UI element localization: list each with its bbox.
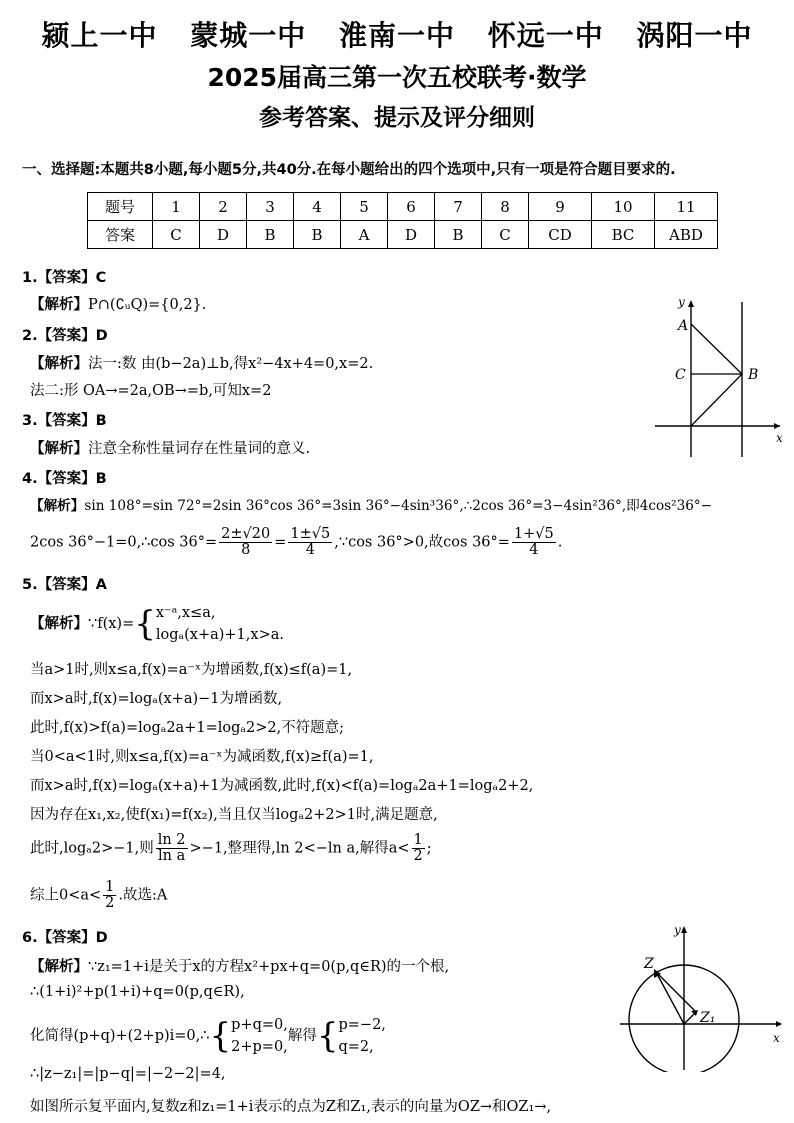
q6-line-3	[30, 1014, 386, 1058]
q4-line-1: sin 108°=sin 72°=2sin 36°cos 36°=3sin 36°−4sin³36°,∴2cos 36°=3−4sin²36°,即4cos²36°−	[84, 498, 713, 514]
fraction	[219, 527, 272, 558]
table-cell: D	[388, 221, 435, 249]
q6-line-2: ∴(1+i)²+p(1+i)+q=0(p,q∈R),	[30, 984, 245, 1000]
q5-text: >−1,整理得,ln 2<−ln a,解得a<	[189, 840, 410, 857]
fig1-point-c: C	[675, 367, 686, 383]
q6-line-5: 如图所示复平面内,复数z和z₁=1+i表示的点为Z和Z₁,表示的向量为OZ→和OZ₁→,	[30, 1099, 552, 1115]
fraction	[512, 527, 556, 558]
table-cell: B	[294, 221, 341, 249]
fraction	[156, 833, 188, 864]
analysis-tag: 【解析】	[30, 297, 88, 313]
analysis-tag: 【解析】	[30, 959, 88, 975]
q1-analysis-text: P∩(∁ᵤQ)={0,2}.	[88, 297, 207, 313]
q5-line: 当0<a<1时,则x≤a,f(x)=a⁻ˣ为减函数,f(x)≥f(a)=1,	[30, 749, 374, 765]
case: q=2,	[338, 1039, 374, 1055]
table-cell: 9	[529, 193, 592, 221]
table-row	[88, 193, 718, 221]
q6-line-4: ∴|z−z₁|=|p−q|=|−2−2|=4,	[30, 1066, 226, 1082]
answer-table	[87, 192, 718, 249]
table-cell: 1	[153, 193, 200, 221]
table-cell: C	[153, 221, 200, 249]
numerator: 1±√5	[290, 526, 331, 542]
q5-line: 因为存在x₁,x₂,使f(x₁)=f(x₂),当且仅当logₐ2+2>1时,满足题意,	[30, 807, 438, 823]
y-axis-arrow	[688, 300, 694, 307]
numerator: 2±√20	[221, 526, 271, 542]
q6-analysis	[30, 955, 449, 976]
q5-line: 而x>a时,f(x)=logₐ(x+a)+1为减函数,此时,f(x)<f(a)=logₐ2a+1=logₐ2+2,	[30, 778, 534, 794]
q5-piecewise	[30, 602, 284, 646]
analysis-tag: 【解析】	[30, 498, 85, 514]
cases	[338, 1014, 385, 1058]
table-cell: BC	[592, 221, 655, 249]
cases	[156, 602, 284, 646]
numerator: 1	[105, 879, 115, 895]
fig2-point-z: Z	[644, 956, 654, 972]
table-cell: 7	[435, 193, 482, 221]
q2-figure	[650, 292, 790, 462]
table-cell: 4	[294, 193, 341, 221]
table-cell: D	[200, 221, 247, 249]
cases	[231, 1014, 288, 1058]
case: p=−2,	[338, 1017, 386, 1033]
q5-line: 而x>a时,f(x)=logₐ(x+a)−1为增函数,	[30, 691, 283, 707]
segment-ob	[691, 374, 742, 426]
case: 2+p=0,	[231, 1039, 288, 1055]
q1-analysis	[30, 293, 206, 314]
q6-figure	[616, 920, 788, 1072]
segment-zz1	[656, 972, 696, 1012]
q5-text: 综上0<a<	[30, 887, 102, 904]
q6-answer: 6.【答案】D	[22, 930, 108, 946]
q2-answer: 2.【答案】D	[22, 328, 108, 344]
table-cell: C	[482, 221, 529, 249]
denominator: 2	[413, 848, 423, 864]
section-heading: 一、选择题:本题共8小题,每小题5分,共40分.在每小题给出的四个选项中,只有一项是符合题目要求的.	[22, 162, 676, 178]
fig1-y-label: y	[678, 295, 685, 309]
q5-line: 此时,f(x)>f(a)=logₐ2a+1=logₐ2>2,不符题意;	[30, 720, 345, 736]
q3-analysis	[30, 437, 310, 458]
fig1-point-b: B	[748, 367, 759, 383]
table-cell: B	[247, 221, 294, 249]
q5-answer: 5.【答案】A	[22, 577, 107, 593]
table-cell: B	[435, 221, 482, 249]
table-cell: 题号	[88, 193, 153, 221]
q3-analysis-text: 注意全称性量词存在性量词的意义.	[88, 441, 311, 457]
table-cell: 2	[200, 193, 247, 221]
analysis-tag: 【解析】	[30, 356, 88, 372]
numerator: 1+√5	[513, 526, 554, 542]
denominator: 4	[305, 542, 315, 558]
analysis-tag: 【解析】	[30, 616, 88, 632]
q1-answer: 1.【答案】C	[22, 270, 107, 286]
case: p+q=0,	[231, 1017, 288, 1033]
q4-text: ,∵cos 36°>0,故cos 36°=	[334, 534, 510, 551]
table-cell: CD	[529, 221, 592, 249]
q3-answer: 3.【答案】B	[22, 413, 107, 429]
fraction	[288, 527, 332, 558]
q4-text: 2cos 36°−1=0,∴cos 36°=	[30, 534, 218, 551]
fig2-y-label: y	[674, 923, 681, 937]
x-axis-arrow	[776, 1021, 782, 1027]
q2-method-1: 法一:数 由(b−2a)⊥b,得x²−4x+4=0,x=2.	[88, 356, 374, 372]
denominator: ln a	[158, 848, 186, 864]
numerator: ln 2	[157, 832, 186, 848]
exam-title: 2025届高三第一次五校联考·数学	[207, 63, 587, 92]
answer-key-subtitle: 参考答案、提示及评分细则	[259, 105, 535, 131]
table-cell: 答案	[88, 221, 153, 249]
q2-analysis	[30, 352, 373, 373]
fraction	[103, 880, 116, 911]
table-cell: 3	[247, 193, 294, 221]
q5-text: .故选:A	[118, 887, 168, 904]
table-cell: 11	[655, 193, 718, 221]
q5-line: 当a>1时,则x≤a,f(x)=a⁻ˣ为增函数,f(x)≤f(a)=1,	[30, 662, 353, 678]
y-axis-arrow	[681, 926, 687, 933]
denominator: 4	[529, 542, 539, 558]
segment-ab	[691, 324, 742, 374]
case: logₐ(x+a)+1,x>a.	[155, 627, 284, 643]
q5-line-7	[30, 833, 432, 864]
numerator: 1	[413, 832, 423, 848]
table-cell: 6	[388, 193, 435, 221]
x-axis-arrow	[774, 423, 780, 429]
denominator: 2	[105, 895, 115, 911]
table-cell: ABD	[655, 221, 718, 249]
q5-text: 此时,logₐ2>−1,则	[30, 840, 154, 857]
fig2-point-z1: Z₁	[700, 1010, 716, 1026]
q4-line-2: 2cos 36°−1=0,∴cos 36°= $\frac{2\pm√20}{8}$ = $\frac{1\pm√5}{4}$ ,∵cos 36°>0,故cos 36°= $\frac{1+√5}{4}$ .	[30, 526, 563, 558]
q5-fx: ∵f(x)=	[88, 616, 135, 632]
table-cell: 10	[592, 193, 655, 221]
left-brace: {	[209, 1016, 232, 1056]
schools-title: 颍上一中 蒙城一中 淮南一中 怀远一中 涡阳一中	[41, 19, 753, 52]
table-cell: 5	[341, 193, 388, 221]
left-brace: {	[316, 1016, 339, 1056]
q6-text: 解得	[287, 1028, 317, 1044]
vector-oz	[656, 972, 684, 1024]
fraction	[412, 833, 425, 864]
q5-conclusion	[30, 880, 167, 911]
left-brace: {	[134, 604, 156, 644]
analysis-tag: 【解析】	[30, 441, 88, 457]
q4-analysis	[30, 494, 712, 514]
case: x⁻ᵃ,x≤a,	[155, 605, 216, 621]
fig2-x-label: x	[773, 1031, 780, 1045]
q4-answer: 4.【答案】B	[22, 471, 107, 487]
fig1-point-a: A	[678, 318, 689, 334]
q5-text: ;	[426, 840, 432, 857]
denominator: 8	[241, 542, 251, 558]
table-cell: A	[341, 221, 388, 249]
fig1-x-label: x	[776, 431, 783, 445]
table-cell: 8	[482, 193, 529, 221]
table-row	[88, 221, 718, 249]
q6-text: 化简得(p+q)+(2+p)i=0,∴	[30, 1028, 210, 1044]
q2-method-2: 法二:形 OA→=2a,OB→=b,可知x=2	[30, 383, 272, 399]
q6-line-1: ∵z₁=1+i是关于x的方程x²+px+q=0(p,q∈R)的一个根,	[88, 959, 450, 975]
